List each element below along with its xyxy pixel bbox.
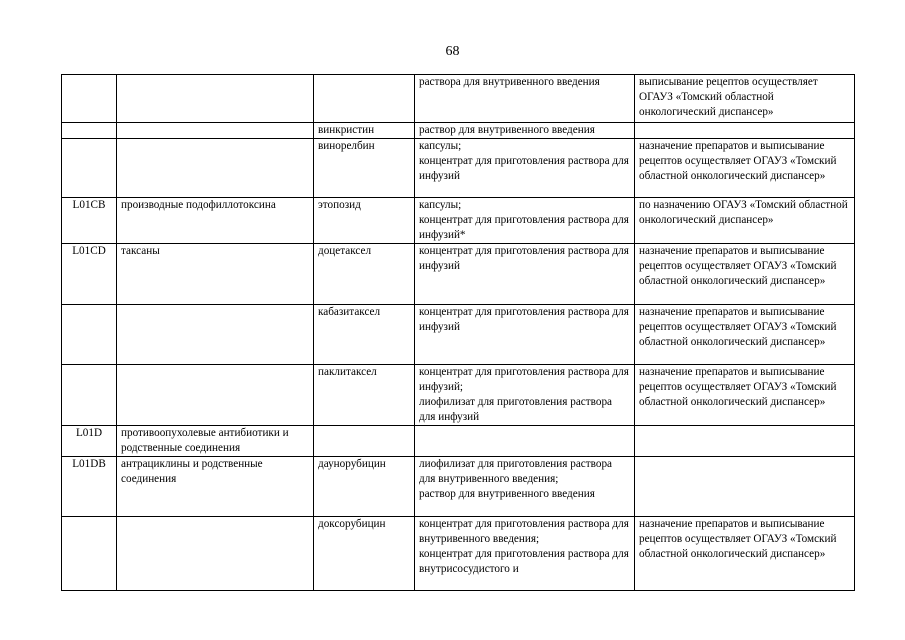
pharm-group	[117, 123, 314, 139]
table-row	[62, 139, 855, 198]
prescription-note	[635, 123, 855, 139]
dosage-forms: концентрат для приготовления раствора для инфузий	[415, 305, 635, 365]
dosage-forms: капсулы; концентрат для приготовления раствора для инфузий*	[415, 198, 635, 244]
drug-name	[314, 426, 415, 457]
dosage-forms	[415, 426, 635, 457]
dosage-forms: капсулы; концентрат для приготовления раствора для инфузий	[415, 139, 635, 198]
drug-name: доцетаксел	[314, 244, 415, 305]
atc-code	[62, 517, 117, 591]
pharm-group	[117, 75, 314, 123]
table-row	[62, 305, 855, 365]
pharm-group: антрациклины и родственные соединения	[117, 457, 314, 517]
pharm-group	[117, 517, 314, 591]
prescription-note: назначение препаратов и выписывание рецептов осуществляет ОГАУЗ «Томский областной онкологический диспансер»	[635, 517, 855, 591]
drug-name	[314, 75, 415, 123]
atc-code	[62, 139, 117, 198]
drug-name: винорелбин	[314, 139, 415, 198]
drug-table	[61, 74, 855, 591]
prescription-note: назначение препаратов и выписывание рецептов осуществляет ОГАУЗ «Томский областной онкологический диспансер»	[635, 139, 855, 198]
atc-code	[62, 305, 117, 365]
pharm-group	[117, 305, 314, 365]
drug-name: винкристин	[314, 123, 415, 139]
table-row	[62, 426, 855, 457]
drug-name: этопозид	[314, 198, 415, 244]
prescription-note: назначение препаратов и выписывание рецептов осуществляет ОГАУЗ «Томский областной онкологический диспансер»	[635, 244, 855, 305]
prescription-note: выписывание рецептов осуществляет ОГАУЗ «Томский областной онкологический диспансер»	[635, 75, 855, 123]
table-row	[62, 75, 855, 123]
prescription-note	[635, 457, 855, 517]
drug-name: доксорубицин	[314, 517, 415, 591]
drug-name: даунорубицин	[314, 457, 415, 517]
dosage-forms: раствор для внутривенного введения	[415, 123, 635, 139]
table-row	[62, 198, 855, 244]
dosage-forms: раствора для внутривенного введения	[415, 75, 635, 123]
atc-code	[62, 75, 117, 123]
dosage-forms: концентрат для приготовления раствора для инфузий	[415, 244, 635, 305]
dosage-forms: лиофилизат для приготовления раствора для внутривенного введения; раствор для внутривенного введения	[415, 457, 635, 517]
prescription-note: по назначению ОГАУЗ «Томский областной онкологический диспансер»	[635, 198, 855, 244]
prescription-note: назначение препаратов и выписывание рецептов осуществляет ОГАУЗ «Томский областной онкологический диспансер»	[635, 365, 855, 426]
table-row	[62, 123, 855, 139]
dosage-forms: концентрат для приготовления раствора для внутривенного введения; концентрат для приготовления раствора для внутрисосудистого и	[415, 517, 635, 591]
atc-code: L01CB	[62, 198, 117, 244]
pharm-group: таксаны	[117, 244, 314, 305]
table-row	[62, 457, 855, 517]
atc-code: L01D	[62, 426, 117, 457]
pharm-group: противоопухолевые антибиотики и родственные соединения	[117, 426, 314, 457]
drug-name: кабазитаксел	[314, 305, 415, 365]
page-number: 68	[445, 44, 460, 59]
table-row	[62, 365, 855, 426]
atc-code	[62, 123, 117, 139]
pharm-group: производные подофиллотоксина	[117, 198, 314, 244]
atc-code: L01CD	[62, 244, 117, 305]
atc-code: L01DB	[62, 457, 117, 517]
drug-name: паклитаксел	[314, 365, 415, 426]
atc-code	[62, 365, 117, 426]
prescription-note	[635, 426, 855, 457]
pharm-group	[117, 365, 314, 426]
dosage-forms: концентрат для приготовления раствора для инфузий; лиофилизат для приготовления раствора для инфузий	[415, 365, 635, 426]
table-row	[62, 517, 855, 591]
prescription-note: назначение препаратов и выписывание рецептов осуществляет ОГАУЗ «Томский областной онкологический диспансер»	[635, 305, 855, 365]
table-row	[62, 244, 855, 305]
pharm-group	[117, 139, 314, 198]
